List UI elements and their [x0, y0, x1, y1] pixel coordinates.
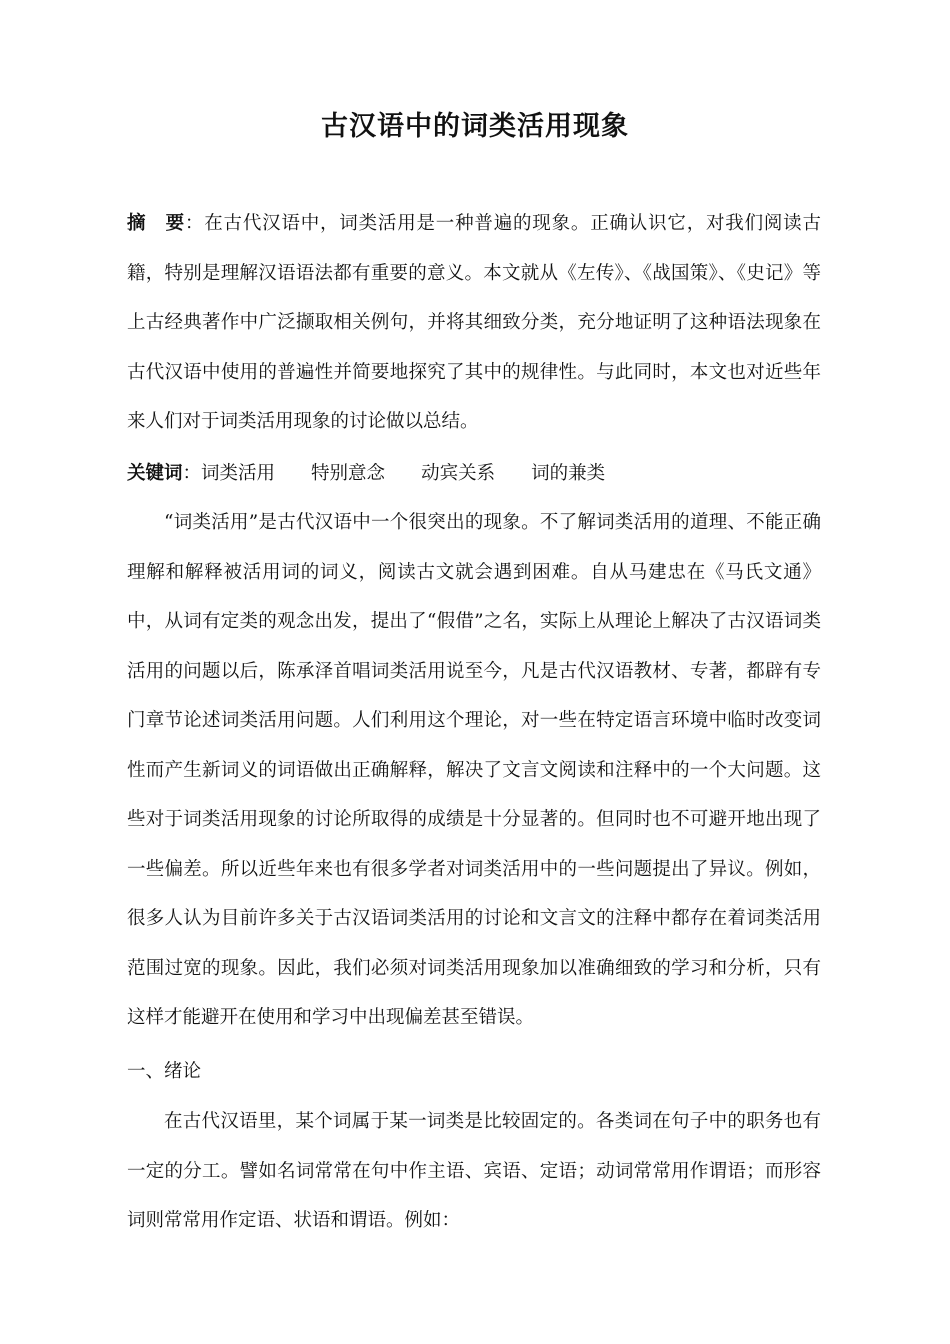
- keyword-item: 词类活用: [201, 463, 276, 484]
- document-title: 古汉语中的词类活用现象: [321, 111, 629, 142]
- section-heading: 一、绪论: [127, 1061, 202, 1082]
- intro-paragraph: “词类活用”是古代汉语中一个很突出的现象。不了解词类活用的道理、不能正确理解和解释被活用词的词义，阅读古文就会遇到困难。自从马建忠在《马氏文通》中，从词有定类的观念出发，提出了“假借”之名，实际上从理论上解决了古汉语词类活用的问题以后，陈承泽首唱词类活用说至今，凡是古代汉语教材、专著，都辟有专门章节论述词类活用问题。人们利用这个理论，对一些在特定语言环境中临时改变词性而产生新词义的词语做出正确解释，解决了文言文阅读和注释中的一个大问题。这些对于词类活用现象的讨论所取得的成绩是十分显著的。但同时也不可避开地出现了一些偏差。所以近些年来也有很多学者对词类活用中的一些问题提出了异议。例如，很多人认为目前许多关于古汉语词类活用的讨论和文言文的注释中都存在着词类活用范围过宽的现象。因此，我们必须对词类活用现象加以准确细致的学习和分析，只有这样才能避开在使用和学习中出现偏差甚至错误。: [127, 512, 821, 1028]
- keyword-item: 动宾关系: [421, 463, 496, 484]
- abstract-text: 在古代汉语中，词类活用是一种普遍的现象。正确认识它，对我们阅读古籍，特别是理解汉语语法都有重要的意义。本文就从《左传》、《战国策》、《史记》等上古经典著作中广泛撷取相关例句，并将其细致分类，充分地证明了这种语法现象在古代汉语中使用的普遍性并简要地探究了其中的规律性。与此同时，本文也对近些年来人们对于词类活用现象的讨论做以总结。: [127, 213, 821, 432]
- keywords-separator: ：: [182, 463, 202, 484]
- abstract-paragraph: [127, 199, 821, 447]
- abstract-separator: ：: [184, 213, 205, 234]
- keyword-item: 特别意念: [311, 463, 386, 484]
- keyword-item: 词的兼类: [531, 463, 606, 484]
- section-paragraph: 在古代汉语里，某个词属于某一词类是比较固定的。各类词在句子中的职务也有一定的分工。譬如名词常常在句中作主语、宾语、定语；动词常常用作谓语；而形容词则常常用作定语、状语和谓语。例如：: [127, 1111, 821, 1231]
- keywords-label: 关键词: [127, 463, 183, 484]
- keywords-line: [127, 449, 821, 499]
- abstract-label: 摘 要: [127, 213, 185, 234]
